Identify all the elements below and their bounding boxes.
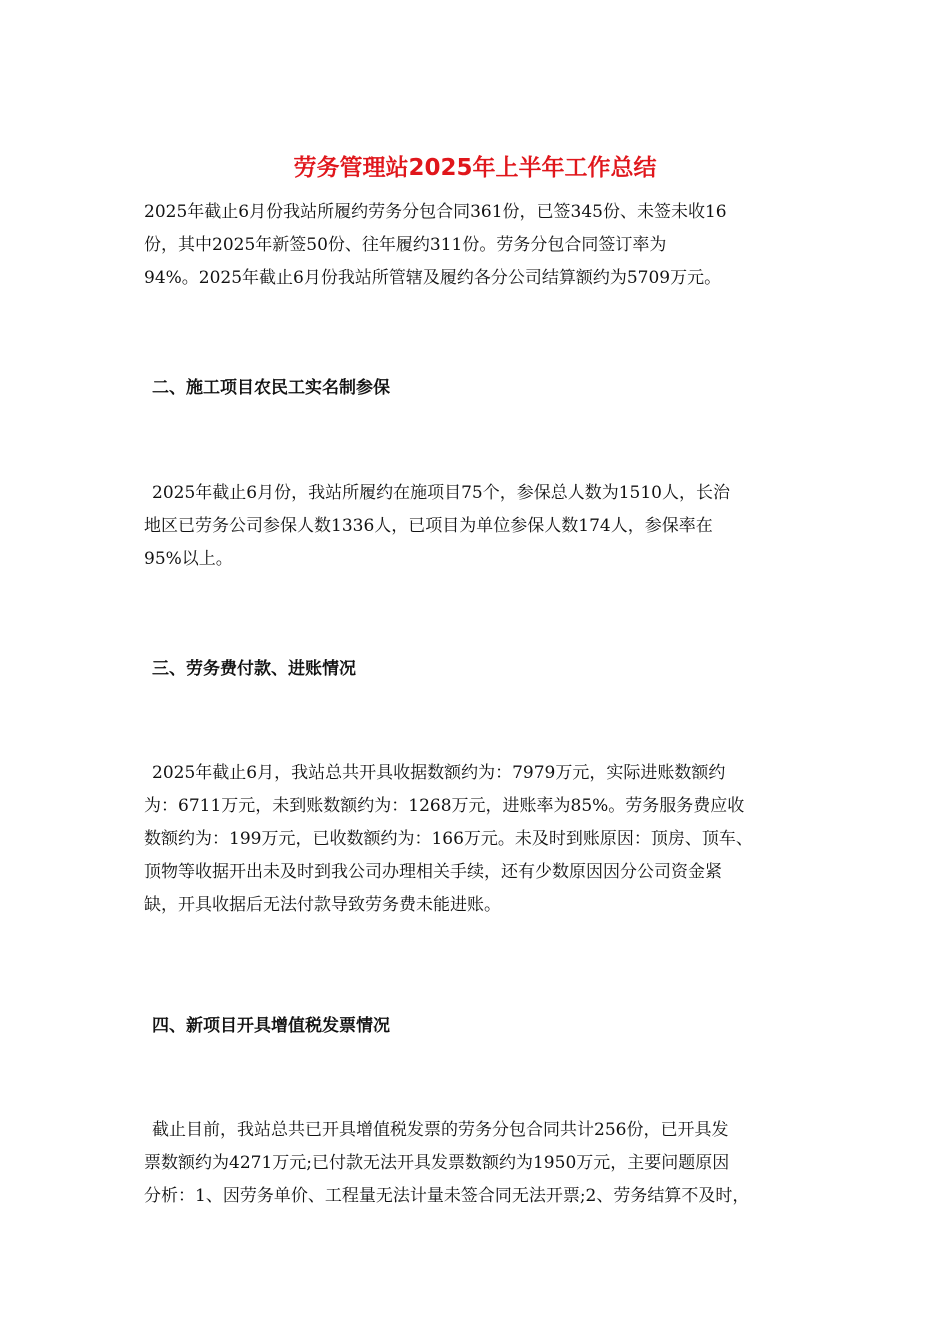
- paragraph-line: 数额约为：199万元，已收数额约为：166万元。未及时到账原因：顶房、顶车、: [144, 829, 753, 849]
- paragraph-contracts: [144, 196, 824, 295]
- document-title: 劳务管理站2025年上半年工作总结: [293, 155, 657, 181]
- paragraph-line: 份，其中2025年新签50份、往年履约311份。劳务分包合同签订率为: [144, 235, 667, 255]
- paragraph-line: 顶物等收据开出未及时到我公司办理相关手续，还有少数原因因分公司资金紧: [144, 862, 722, 882]
- paragraph-line: 2025年截止6月，我站总共开具收据数额约为：7979万元，实际进账数额约: [152, 763, 726, 783]
- paragraph-line: 为：6711万元，未到账数额约为：1268万元，进账率为85%。劳务服务费应收: [144, 796, 745, 816]
- paragraph-line: 2025年截止6月份我站所履约劳务分包合同361份，已签345份、未签未收16: [144, 202, 727, 222]
- section-heading-invoices: 四、新项目开具增值税发票情况: [152, 1016, 390, 1036]
- paragraph-line: 地区已劳务公司参保人数1336人，已项目为单位参保人数174人，参保率在: [144, 516, 713, 536]
- paragraph-line: 95%以上。: [144, 549, 233, 569]
- paragraph-line: 分析：1、因劳务单价、工程量无法计量未签合同无法开票;2、劳务结算不及时，: [144, 1186, 750, 1206]
- paragraph-invoices: [144, 1114, 824, 1213]
- paragraph-line: 2025年截止6月份，我站所履约在施项目75个，参保总人数为1510人，长治: [152, 483, 730, 503]
- paragraph-line: 94%。2025年截止6月份我站所管辖及履约各分公司结算额约为5709万元。: [144, 268, 722, 288]
- paragraph-line: 票数额约为4271万元;已付款无法开具发票数额约为1950万元，主要问题原因: [144, 1153, 730, 1173]
- paragraph-line: 缺，开具收据后无法付款导致劳务费未能进账。: [144, 895, 501, 915]
- paragraph-payments: [144, 757, 824, 922]
- paragraph-line: 截止目前，我站总共已开具增值税发票的劳务分包合同共计256份，已开具发: [152, 1120, 729, 1140]
- section-heading-insurance: 二、施工项目农民工实名制参保: [152, 378, 390, 398]
- section-heading-payments: 三、劳务费付款、进账情况: [152, 659, 356, 679]
- paragraph-insurance: [144, 477, 824, 576]
